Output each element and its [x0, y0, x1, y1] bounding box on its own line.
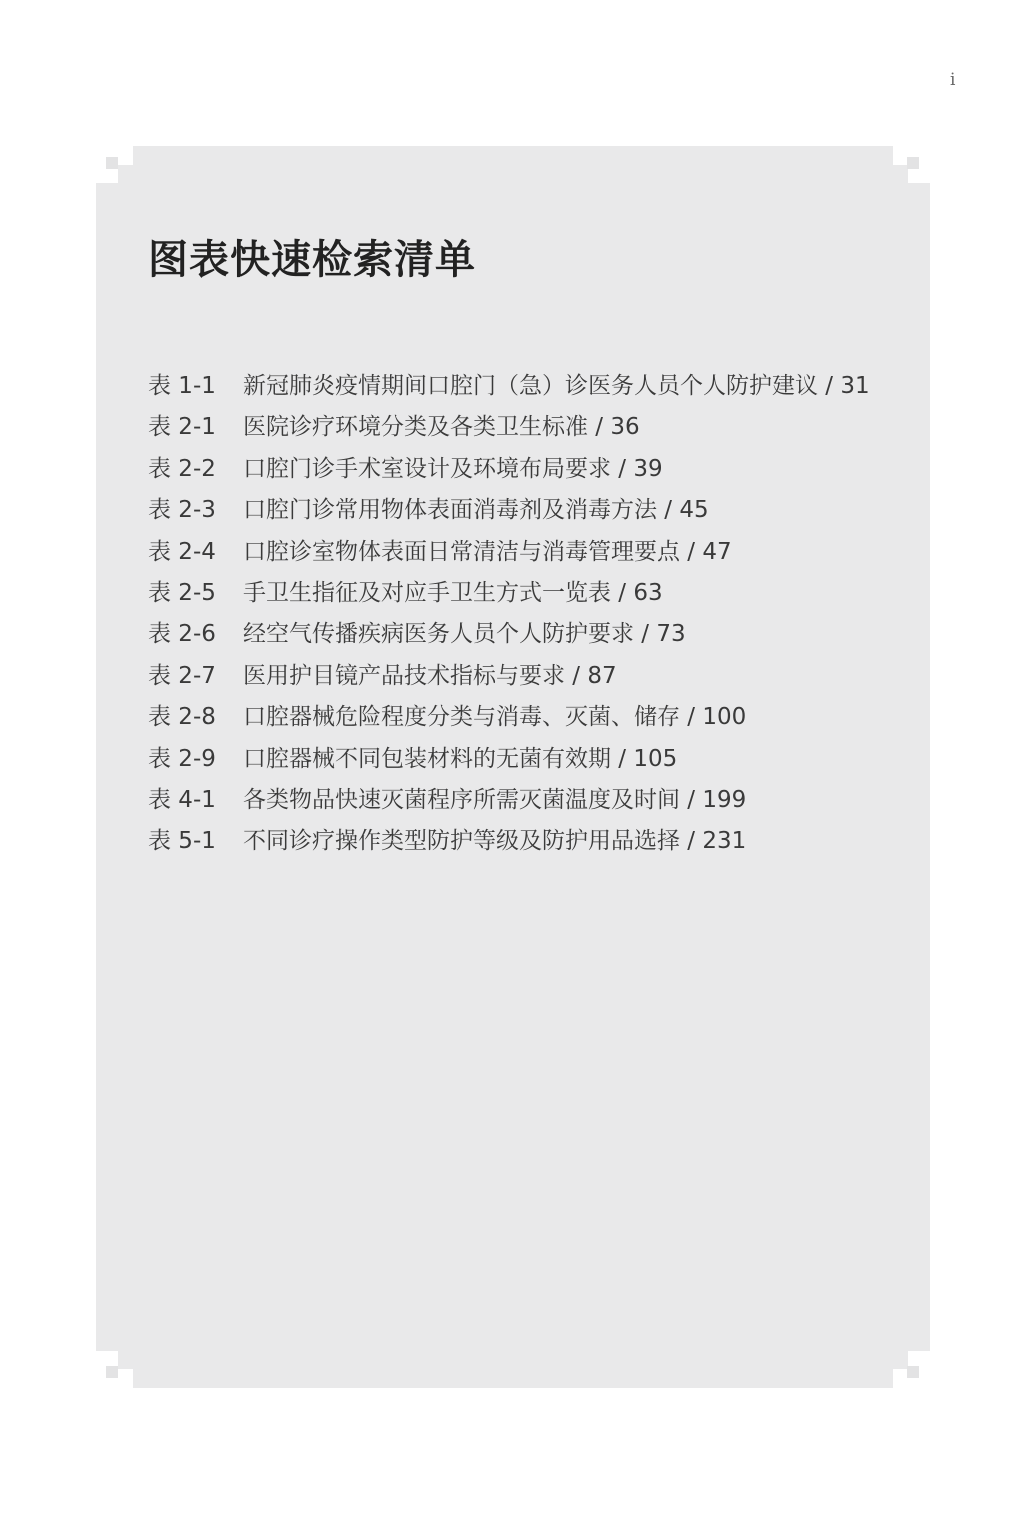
- table-label: 表 2-5: [148, 579, 216, 606]
- list-item: [148, 780, 870, 821]
- separator: /: [588, 414, 611, 441]
- table-label: 表 2-4: [148, 538, 216, 565]
- page-reference: 31: [840, 373, 870, 399]
- table-label: 表 2-2: [148, 455, 216, 482]
- corner-ornament-top-left: [106, 157, 118, 169]
- list-item: [148, 532, 870, 573]
- list-item: [148, 490, 870, 531]
- separator: /: [611, 745, 634, 772]
- table-label: 表 5-1: [148, 828, 216, 855]
- page-reference: 45: [679, 497, 709, 524]
- corner-ornament-top-right: [907, 157, 919, 169]
- separator: /: [565, 662, 588, 689]
- table-index-list: [148, 366, 870, 863]
- table-title: 不同诊疗操作类型防护等级及防护用品选择: [243, 828, 680, 855]
- list-item: [148, 739, 870, 780]
- table-label: 表 2-1: [148, 414, 216, 441]
- table-label: 表 1-1: [148, 373, 216, 399]
- panel-left-edge: [96, 183, 136, 1351]
- page-title: 图表快速检索清单: [148, 236, 476, 283]
- list-item: [148, 697, 870, 738]
- separator: /: [818, 373, 841, 399]
- table-title: 口腔器械危险程度分类与消毒、灭菌、储存: [243, 704, 680, 731]
- table-title: 口腔门诊手术室设计及环境布局要求: [243, 455, 611, 482]
- table-title: 医用护目镜产品技术指标与要求: [243, 662, 565, 689]
- page-reference: 100: [702, 704, 747, 731]
- table-label: 表 2-6: [148, 621, 216, 648]
- table-title: 各类物品快速灭菌程序所需灭菌温度及时间: [243, 786, 680, 813]
- page-reference: 47: [702, 538, 732, 565]
- page-reference: 73: [656, 621, 686, 648]
- list-item: [148, 614, 870, 655]
- panel-corner-bottom-right: [890, 1351, 908, 1369]
- table-label: 表 2-8: [148, 704, 216, 731]
- separator: /: [634, 621, 657, 648]
- page-reference: 87: [587, 662, 617, 689]
- page-reference: 199: [702, 786, 747, 813]
- table-label: 表 4-1: [148, 786, 216, 813]
- page-reference: 63: [633, 579, 663, 606]
- page-reference: 231: [702, 828, 747, 855]
- separator: /: [611, 455, 634, 482]
- table-label: 表 2-3: [148, 497, 216, 524]
- page-reference: 105: [633, 745, 678, 772]
- list-item: [148, 821, 870, 862]
- table-title: 口腔诊室物体表面日常清洁与消毒管理要点: [243, 538, 680, 565]
- page-reference: 39: [633, 455, 663, 482]
- table-label: 表 2-9: [148, 745, 216, 772]
- separator: /: [611, 579, 634, 606]
- panel-corner-bottom-left: [118, 1351, 136, 1369]
- list-item: [148, 449, 870, 490]
- separator: /: [657, 497, 680, 524]
- list-item: [148, 407, 870, 448]
- table-title: 医院诊疗环境分类及各类卫生标准: [243, 414, 588, 441]
- separator: /: [680, 828, 703, 855]
- list-item: [148, 656, 870, 697]
- panel-corner-top-right: [890, 165, 908, 183]
- panel-corner-top-left: [118, 165, 136, 183]
- separator: /: [680, 538, 703, 565]
- separator: /: [680, 704, 703, 731]
- table-label: 表 2-7: [148, 662, 216, 689]
- list-item: [148, 573, 870, 614]
- separator: /: [680, 786, 703, 813]
- page-number: i: [950, 70, 956, 90]
- table-title: 口腔门诊常用物体表面消毒剂及消毒方法: [243, 497, 657, 524]
- table-title: 口腔器械不同包装材料的无菌有效期: [243, 745, 611, 772]
- corner-ornament-bottom-left: [106, 1366, 118, 1378]
- table-title: 新冠肺炎疫情期间口腔门（急）诊医务人员个人防护建议: [243, 373, 818, 399]
- table-title: 手卫生指征及对应手卫生方式一览表: [243, 579, 611, 606]
- table-title: 经空气传播疾病医务人员个人防护要求: [243, 621, 634, 648]
- panel-right-edge: [890, 183, 930, 1351]
- page-reference: 36: [610, 414, 640, 441]
- list-item: [148, 366, 870, 407]
- corner-ornament-bottom-right: [907, 1366, 919, 1378]
